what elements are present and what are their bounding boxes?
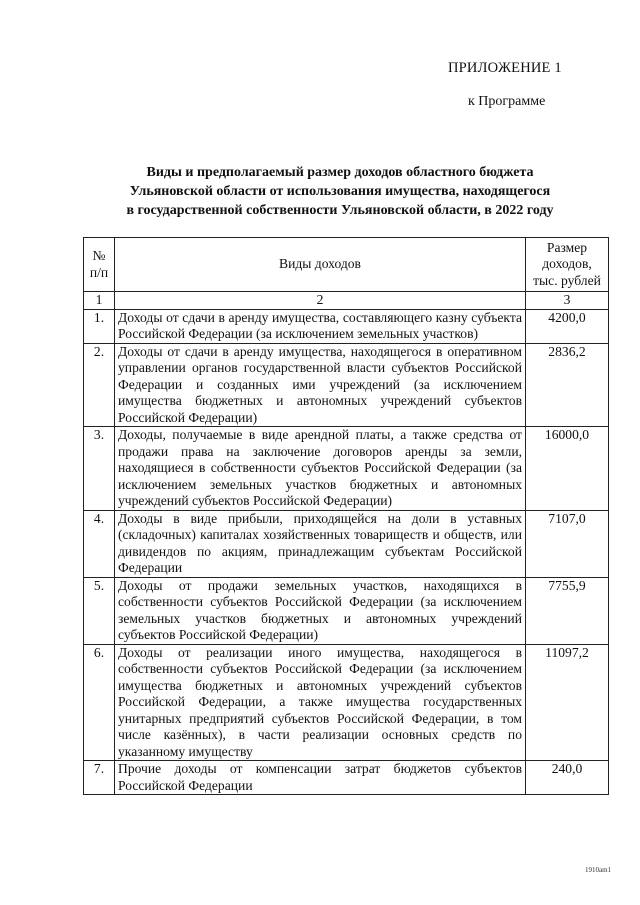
- row-num: 6.: [84, 644, 115, 761]
- header-num: № п/п: [84, 238, 115, 292]
- table-row: [84, 577, 609, 644]
- row-desc: Доходы от сдачи в аренду имущества, находящегося в оперативном управлении органов государственной власти субъектов Российской Федерации и созданных ими учреждений (за исключением имущества бюджетных и автономных учреждений субъектов Российской Федерации): [115, 343, 526, 427]
- row-amount: 7107,0: [526, 510, 609, 577]
- row-num: 7.: [84, 761, 115, 795]
- row-amount: 16000,0: [526, 427, 609, 511]
- table-row: [84, 510, 609, 577]
- row-desc: Прочие доходы от компенсации затрат бюджетов субъектов Российской Федерации: [115, 761, 526, 795]
- appendix-label: ПРИЛОЖЕНИЕ 1: [448, 60, 562, 76]
- row-amount: 7755,9: [526, 577, 609, 644]
- row-desc: Доходы, получаемые в виде арендной платы, а также средства от продажи права на заключение договоров аренды за земли, находящиеся в собственности субъектов Российской Федерации (за исключением земельных участков бюджетных и автономных учреждений субъектов Российской Федерации): [115, 427, 526, 511]
- row-num: 3.: [84, 427, 115, 511]
- income-table: [83, 237, 609, 795]
- title-line-1: Виды и предполагаемый размер доходов областного бюджета: [146, 165, 534, 180]
- row-num: 4.: [84, 510, 115, 577]
- title-line-3: в государственной собственности Ульяновской области, в 2022 году: [126, 203, 554, 218]
- row-num: 2.: [84, 343, 115, 427]
- title-line-2: Ульяновской области от использования имущества, находящегося: [129, 184, 551, 199]
- row-amount: 11097,2: [526, 644, 609, 761]
- table-row: [84, 761, 609, 795]
- header-amount: Размер доходов, тыс. рублей: [526, 238, 609, 292]
- index-col-2: 2: [115, 292, 526, 310]
- index-col-1: 1: [84, 292, 115, 310]
- row-desc: Доходы от реализации иного имущества, находящегося в собственности субъектов Российской Федерации (за исключением имущества бюджетных и автономных учреждений субъектов Российской Федерации, а также имущества государственных унитарных предприятий субъектов Российской Федерации, в том числе казённых), в части реализации основных средств по указанному имуществу: [115, 644, 526, 761]
- table-row: [84, 343, 609, 427]
- table-index-row: [84, 292, 609, 310]
- table-row: [84, 309, 609, 343]
- footer-code: 1910am1: [585, 866, 612, 874]
- row-amount: 4200,0: [526, 309, 609, 343]
- row-num: 1.: [84, 309, 115, 343]
- program-reference: к Программе: [468, 94, 546, 109]
- table-header-row: [84, 238, 609, 292]
- row-amount: 2836,2: [526, 343, 609, 427]
- table-row: [84, 427, 609, 511]
- row-desc: Доходы от продажи земельных участков, находящихся в собственности субъектов Российской Федерации (за исключением земельных участков бюджетных и автономных учреждений субъектов Российской Федерации): [115, 577, 526, 644]
- row-amount: 240,0: [526, 761, 609, 795]
- row-desc: Доходы в виде прибыли, приходящейся на доли в уставных (складочных) капиталах хозяйственных товариществ и обществ, или дивидендов по акциям, принадлежащим субъектам Российской Федерации: [115, 510, 526, 577]
- index-col-3: 3: [526, 292, 609, 310]
- document-title: [60, 163, 620, 220]
- row-num: 5.: [84, 577, 115, 644]
- header-kind: Виды доходов: [115, 238, 526, 292]
- row-desc: Доходы от сдачи в аренду имущества, составляющего казну субъекта Российской Федерации (за исключением земельных участков): [115, 309, 526, 343]
- table-row: [84, 644, 609, 761]
